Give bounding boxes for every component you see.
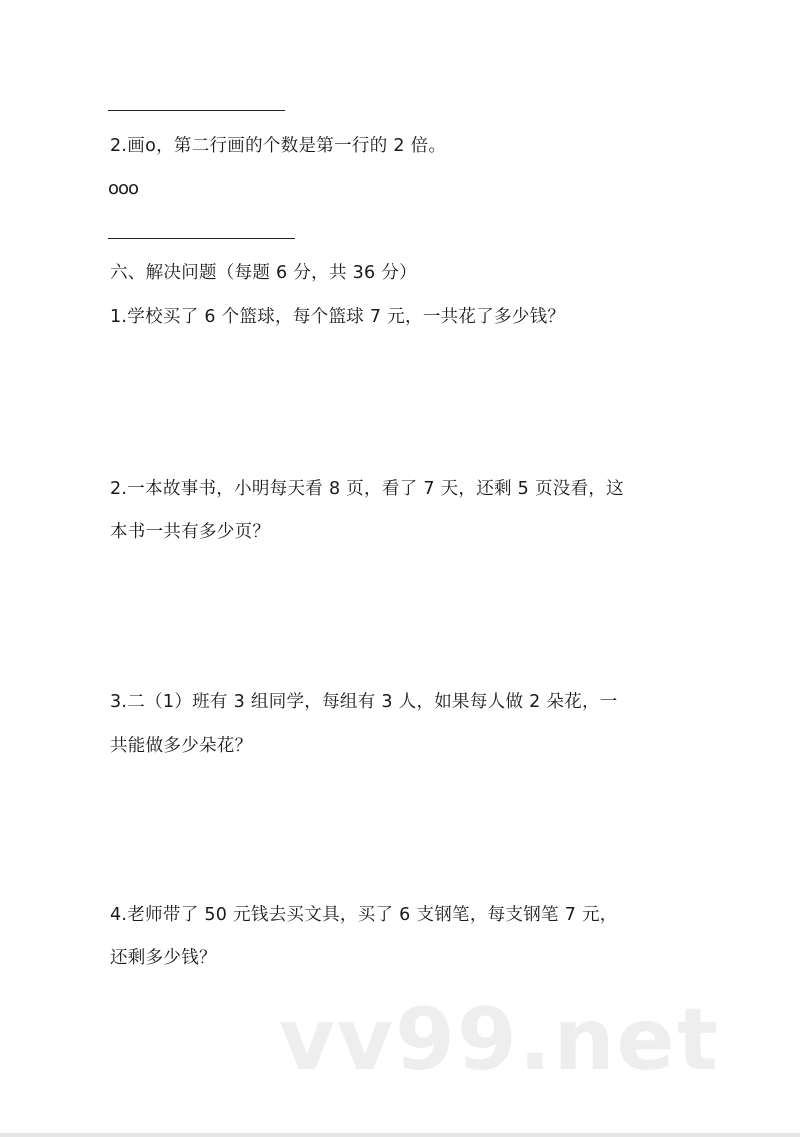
question-6-1: 1.学校买了 6 个篮球，每个篮球 7 元，一共花了多少钱？ bbox=[110, 307, 566, 327]
answer-line-second bbox=[108, 238, 295, 239]
question-6-3-line-1: 3.二（1）班有 3 组同学，每组有 3 人，如果每人做 2 朵花，一 bbox=[110, 692, 618, 712]
question-6-4-line-1: 4.老师带了 50 元钱去买文具，买了 6 支钢笔，每支钢笔 7 元， bbox=[110, 905, 618, 925]
section-6-title: 六、解决问题（每题 6 分，共 36 分） bbox=[110, 263, 417, 283]
question-6-3-line-2: 共能做多少朵花？ bbox=[110, 736, 253, 756]
question-6-2-line-2: 本书一共有多少页？ bbox=[110, 522, 271, 542]
answer-line-top bbox=[108, 110, 285, 111]
watermark-text: vv99.net bbox=[278, 990, 720, 1090]
circles-row: ooo bbox=[108, 178, 139, 199]
question-5-2: 2.画o，第二行画的个数是第一行的 2 倍。 bbox=[110, 136, 447, 156]
page-bottom-edge bbox=[0, 1133, 800, 1137]
question-6-2-line-1: 2.一本故事书，小明每天看 8 页，看了 7 天，还剩 5 页没看，这 bbox=[110, 479, 624, 499]
question-6-4-line-2: 还剩多少钱？ bbox=[110, 948, 217, 968]
